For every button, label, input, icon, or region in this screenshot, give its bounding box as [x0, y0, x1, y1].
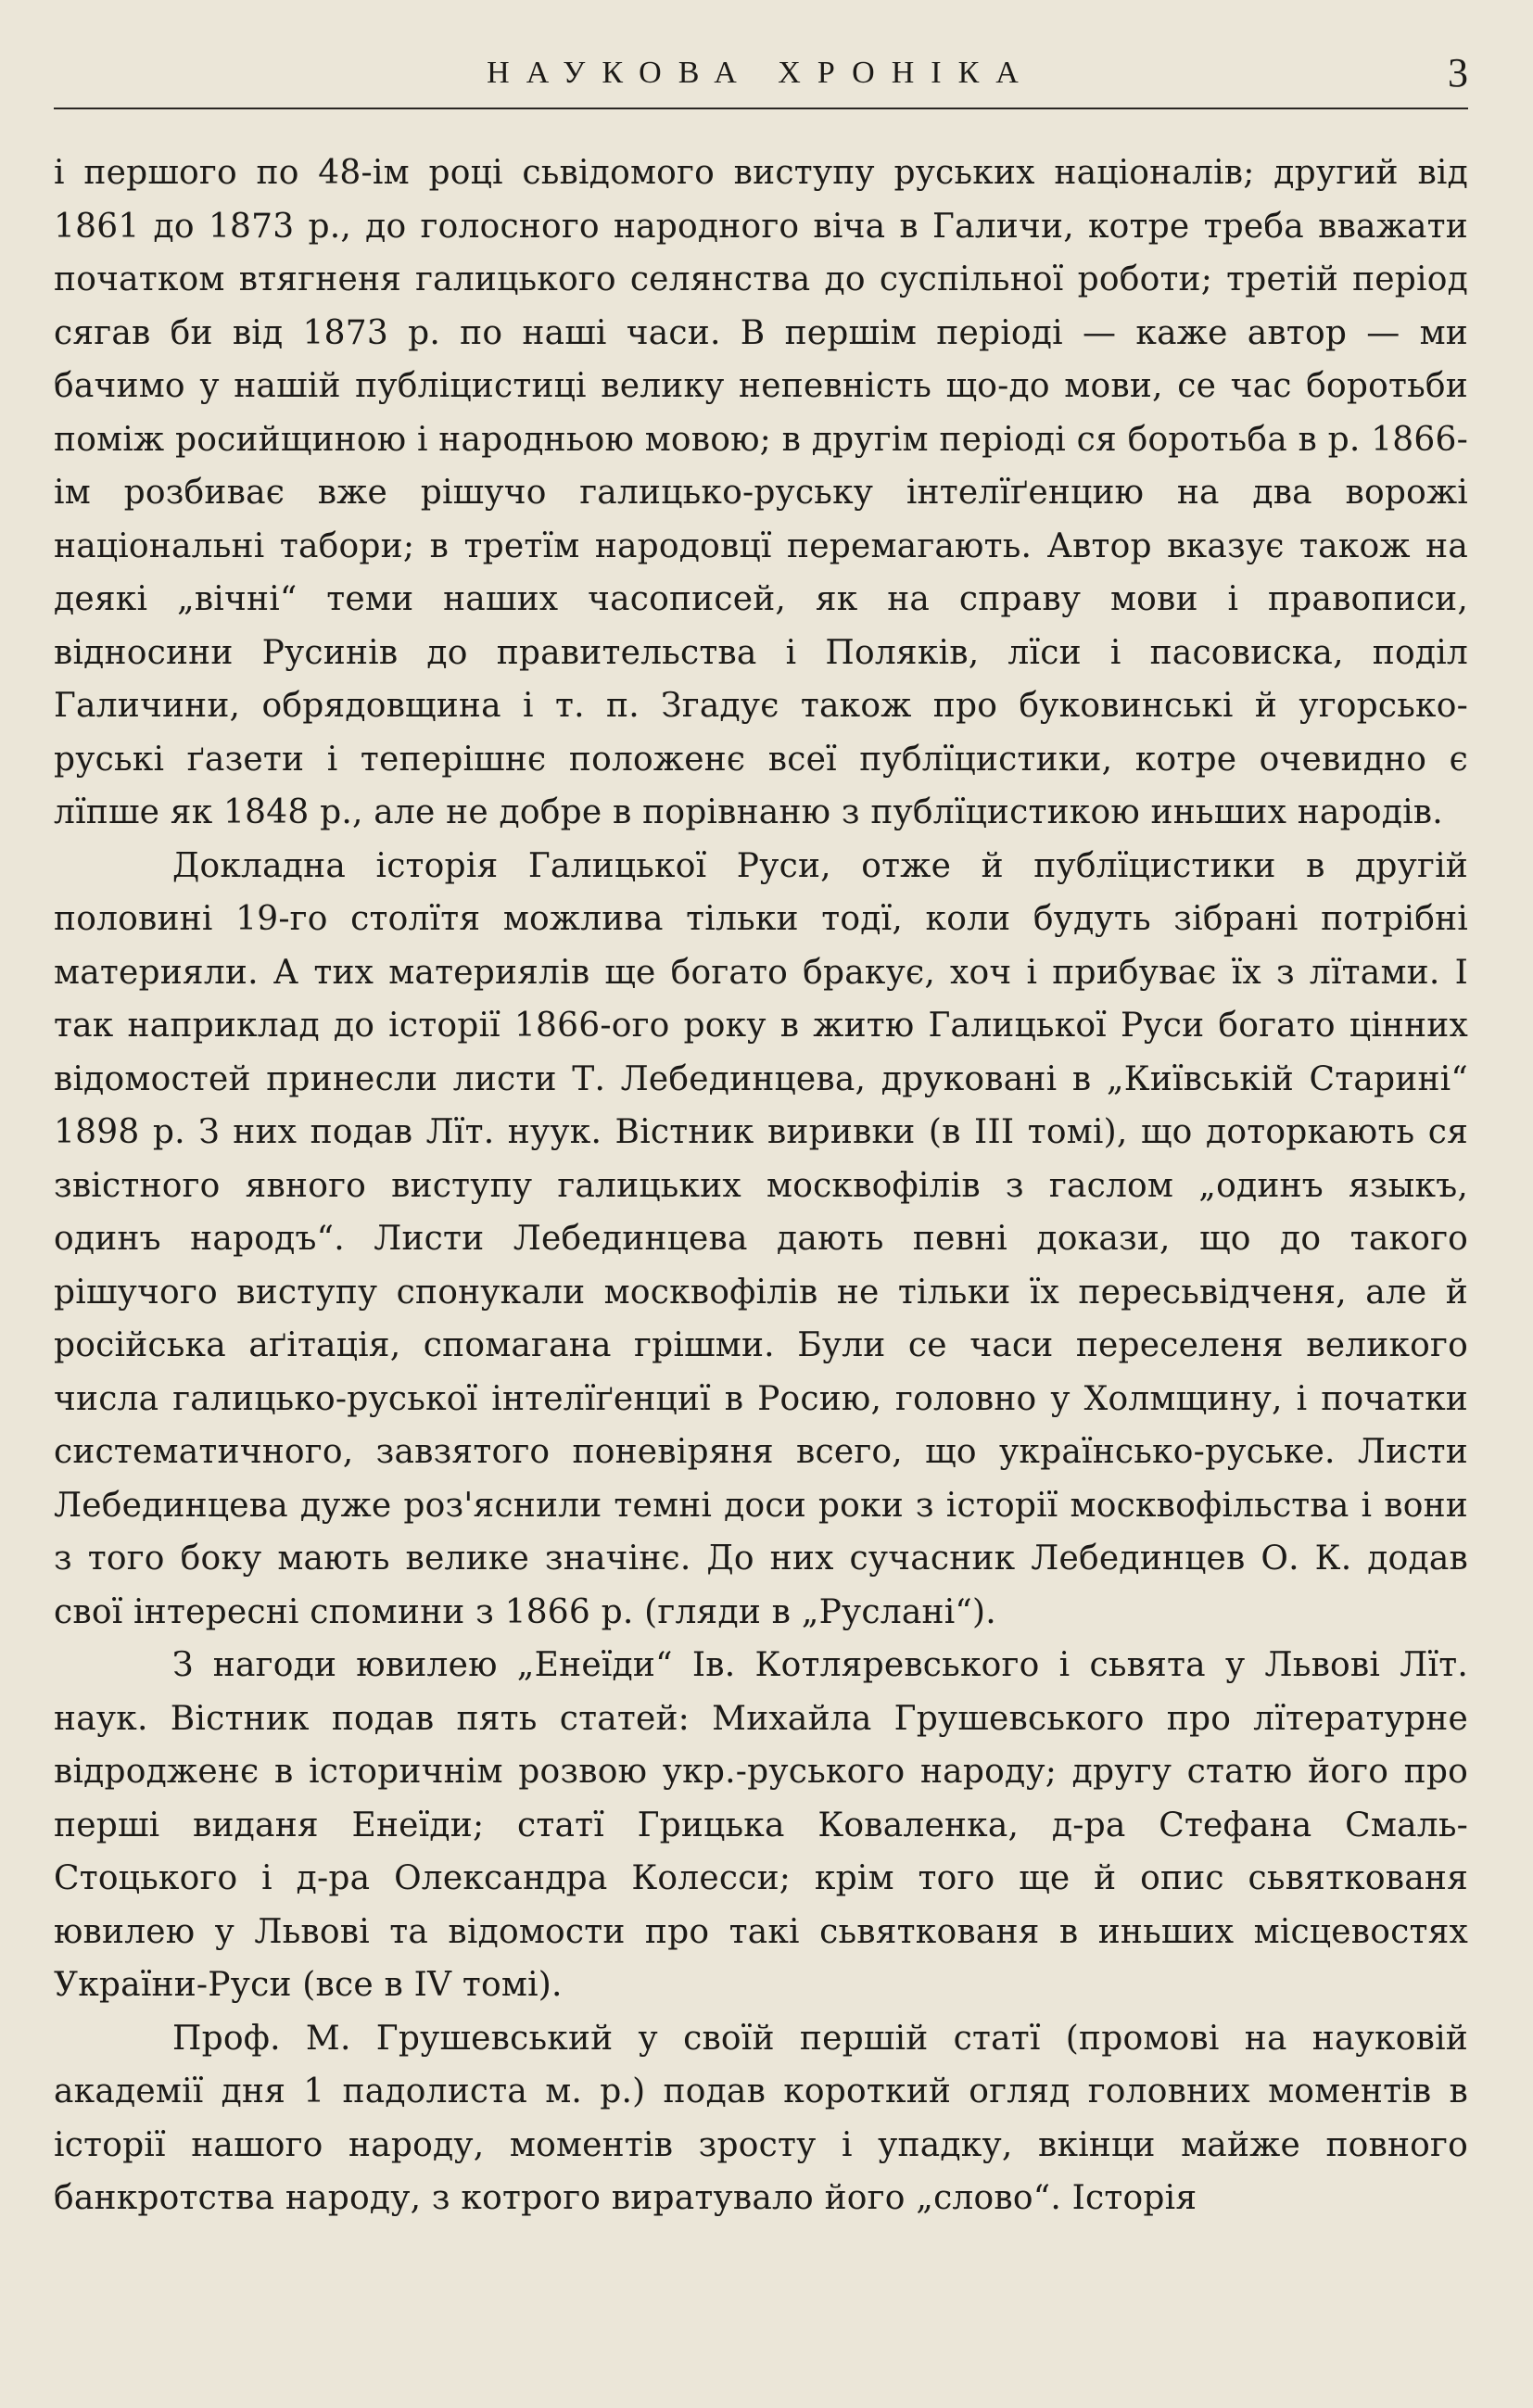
paragraph: З нагоди ювилею „Енеїди“ Ів. Котляревського і сьвята у Львові Лїт. наук. Вістник подав пять статей: Михайла Грушевського про лїтературне відродженє в історичнім розвою укр.-руського народу; другу статю його про перші виданя Енеїди; статї Грицька Коваленка, д-ра Стефана Смаль-Стоцького і д-ра Олександра Колесси; крім того ще й опис сьвяткованя ювилею у Львові та відомости про такі сьвяткованя в иньших місцевостях України-Руси (все в IV томі).: [54, 1646, 1468, 2004]
running-header: [54, 48, 1468, 109]
paragraph: Проф. М. Грушевський у своїй першій статї (промові на науковій академії дня 1 падолиста м. р.) подав короткий огляд головних моментів в історії нашого народу, моментів зросту і упадку, вкінци майже повного банкротства народу, з котрого виратувало його „слово“. Історія: [54, 2019, 1468, 2217]
page-number: 3: [1448, 50, 1468, 95]
paragraph: і першого по 48-ім році сьвідомого виступу руських націоналів; другий від 1861 до 1873 р., до голосного народного віча в Галичи, котре треба вважати початком втягненя галицького селянства до суспільної роботи; третій період сягав би від 1873 р. по наші часи. В першім періоді — каже автор — ми бачимо у нашій публіцистиці велику непевність що-до мови, се час боротьби поміж росийщиною і народньою мовою; в другім періоді ся боротьба в р. 1866-ім розбиває вже рішучо галицько-руську інтелїґенцию на два ворожі національні табори; в третїм народовцї перемагають. Автор вказує також на деякі „вічні“ теми наших часописей, як на справу мови і правописи, відносини Русинів до правительства і Поляків, лїси і пасовиска, поділ Галичини, обрядовщина і т. п. Згадує також про буковинські й угорсько-руські ґазети і теперішнє положенє всеї публїцистики, котре очевидно є лїпше як 1848 р., але не добре в порівнаню з публїцистикою иньших народів.: [54, 154, 1468, 831]
paragraph: Докладна історія Галицької Руси, отже й публїцистики в другій половині 19-го столїтя можлива тільки тодї, коли будуть зібрані потрібні материяли. А тих материялів ще богато бракує, хоч і прибуває їх з лїтами. І так наприклад до історії 1866-ого року в житю Галицької Руси богато цінних відомостей принесли листи Т. Лебединцева, друковані в „Київській Старині“ 1898 р. З них подав Лїт. нуук. Вістник виривки (в III томі), що доторкають ся звістного явного виступу галицьких москвофілів з гаслом „одинъ языкъ, одинъ народъ“. Листи Лебединцева дають певні докази, що до такого рішучого виступу спонукали москвофілів не тільки їх пересьвідченя, але й російська аґітація, спомагана грішми. Були се часи переселеня великого числа галицько-руської інтелїґенциї в Росию, головно у Холмщину, і початки систематичного, завзятого поневіряня всего, що українсько-руське. Листи Лебединцева дуже роз'яснили темні доси роки з історії москвофільства і вони з того боку мають велике значінє. До них сучасник Лебединцев О. К. додав свої інтересні спомини з 1866 р. (гляди в „Руслані“).: [54, 846, 1468, 1631]
running-title: НАУКОВА ХРОНІКА: [487, 56, 1035, 90]
main-text: [54, 146, 1468, 2225]
